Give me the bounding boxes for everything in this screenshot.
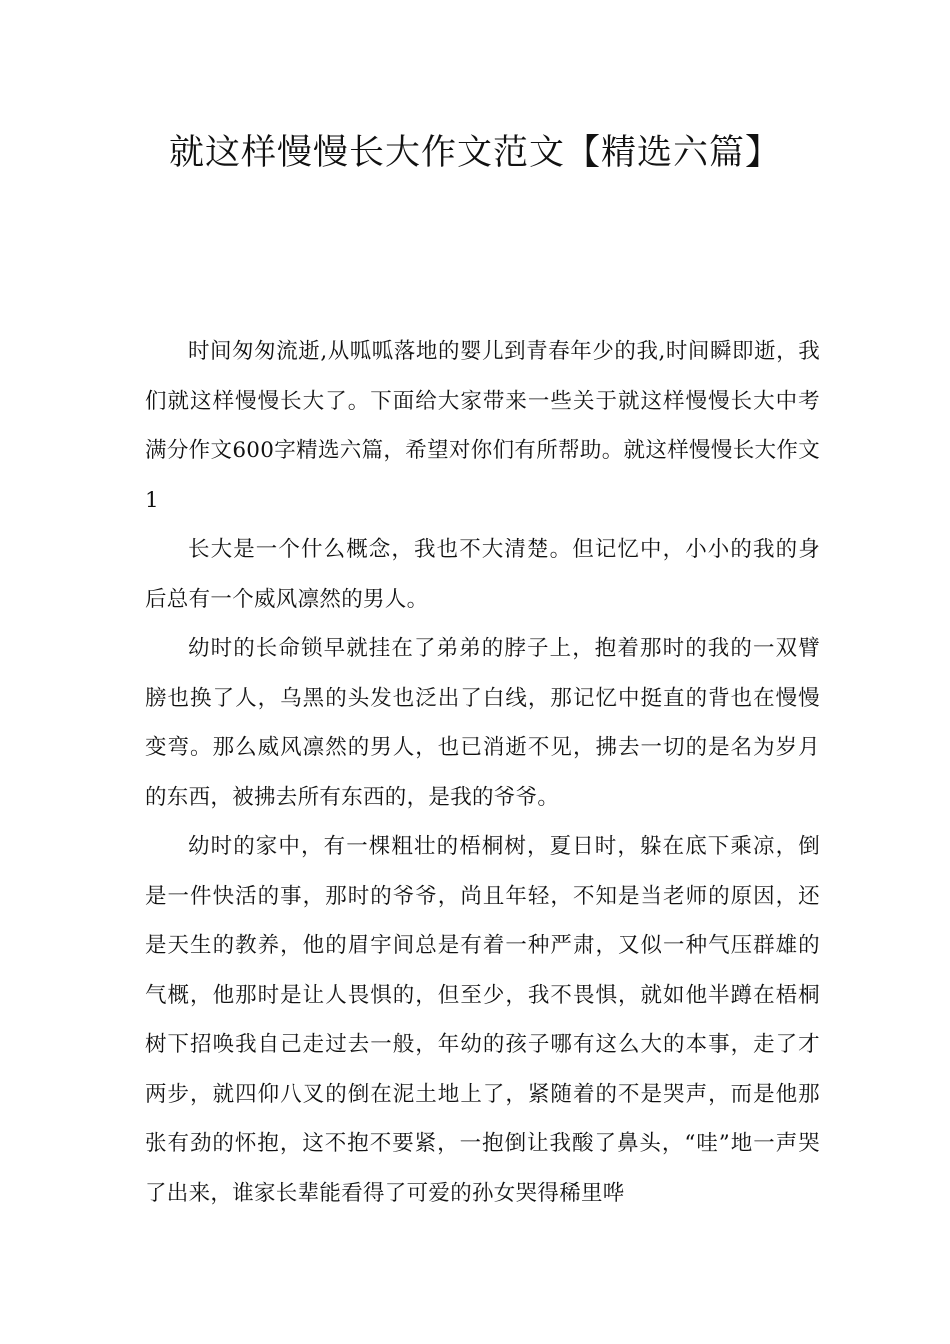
paragraph: 长大是一个什么概念，我也不大清楚。但记忆中，小小的我的身后总有一个威风凛然的男人。	[145, 537, 820, 612]
document-body	[145, 327, 820, 1218]
paragraph: 时间匆匆流逝,从呱呱落地的婴儿到青春年少的我,时间瞬即逝，我们就这样慢慢长大了。下面给大家带来一些关于就这样慢慢长大中考满分作文600字精选六篇，希望对你们有所帮助。就这样慢慢长大作文1	[145, 339, 820, 513]
paragraph: 幼时的家中，有一棵粗壮的梧桐树，夏日时，躲在底下乘凉，倒是一件快活的事，那时的爷爷，尚且年轻，不知是当老师的原因，还是天生的教养，他的眉宇间总是有着一种严肃，又似一种气压群雄的气概，他那时是让人畏惧的，但至少，我不畏惧，就如他半蹲在梧桐树下招唤我自己走过去一般，年幼的孩子哪有这么大的本事，走了才两步，就四仰八叉的倒在泥土地上了，紧随着的不是哭声，而是他那张有劲的怀抱，这不抱不要紧，一抱倒让我酸了鼻头，“哇”地一声哭了出来，谁家长辈能看得了可爱的孙女哭得稀里哗	[145, 834, 820, 1206]
document-title: 就这样慢慢长大作文范文【精选六篇】	[168, 133, 781, 173]
paragraph: 幼时的长命锁早就挂在了弟弟的脖子上，抱着那时的我的一双臂膀也换了人，乌黑的头发也泛出了白线，那记忆中挺直的背也在慢慢变弯。那么威风凛然的男人，也已消逝不见，拂去一切的是名为岁月的东西，被拂去所有东西的，是我的爷爷。	[145, 636, 820, 810]
